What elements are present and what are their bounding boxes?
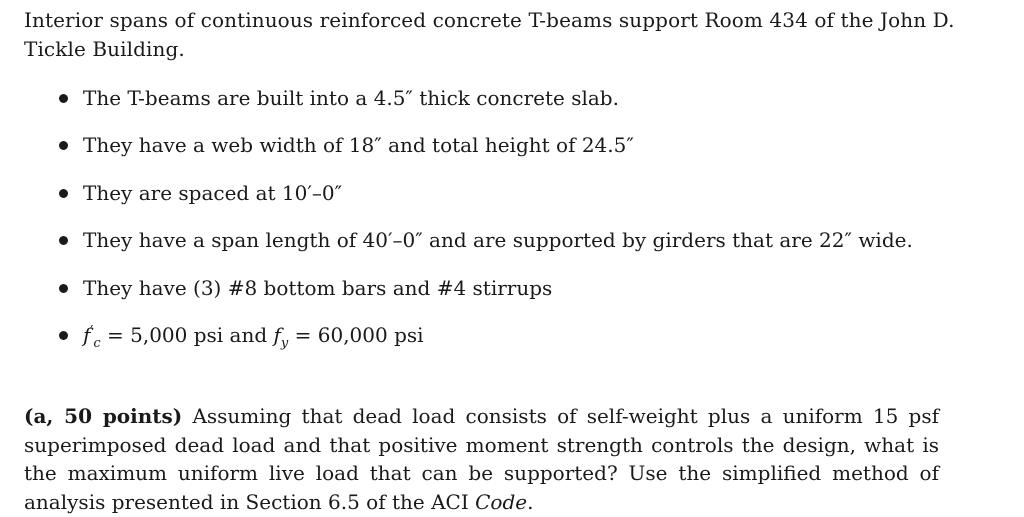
fc-value: = 5,000 psi and bbox=[100, 322, 274, 347]
list-item bbox=[58, 274, 998, 321]
material-strengths-item bbox=[58, 321, 998, 368]
intro-paragraph: Interior spans of continuous reinforced concrete T-beams support Room 434 of the John D. Tickle Building. bbox=[24, 8, 955, 61]
bullet-dot-icon bbox=[59, 284, 68, 293]
problem-end: . bbox=[527, 490, 534, 515]
problem-text: Assuming that dead load consists of self-weight plus a uniform 15 psf superimposed dead load and that positive moment strength controls the design, what is the maximum uniform live load that can be supported? Use the simplified method of analysis presented in Section 6.5 of the ACI bbox=[24, 404, 939, 515]
list-item-text: They are spaced at 10′–0″ bbox=[83, 180, 343, 205]
list-item bbox=[58, 179, 998, 226]
bullet-dot-icon bbox=[59, 236, 68, 245]
code-word: Code bbox=[475, 490, 528, 515]
fc-symbol: f bbox=[83, 322, 91, 347]
bullet-dot-icon bbox=[59, 94, 68, 103]
fy-value: = 60,000 psi bbox=[288, 322, 424, 347]
problem-statement bbox=[24, 402, 939, 517]
fc-subscript: c bbox=[93, 335, 101, 351]
list-item bbox=[58, 131, 998, 178]
fy-symbol: f bbox=[273, 322, 281, 347]
bullet-dot-icon bbox=[59, 189, 68, 198]
material-strengths-text bbox=[83, 322, 424, 351]
list-item bbox=[58, 226, 998, 273]
list-item-text: The T-beams are built into a 4.5″ thick concrete slab. bbox=[83, 86, 619, 110]
bullet-dot-icon bbox=[59, 331, 68, 340]
bullet-dot-icon bbox=[59, 141, 68, 150]
fy-subscript: y bbox=[280, 335, 289, 351]
bullet-list bbox=[58, 84, 998, 368]
list-item-text: They have (3) #8 bottom bars and #4 stirrups bbox=[83, 275, 553, 300]
list-item-text: They have a span length of 40′–0″ and are supported by girders that are 22″ wide. bbox=[83, 228, 913, 253]
list-item-text: They have a web width of 18″ and total height of 24.5″ bbox=[83, 133, 634, 158]
list-item bbox=[58, 84, 998, 131]
fc-prime: ′ bbox=[90, 323, 94, 339]
part-label: (a, 50 points) bbox=[24, 404, 183, 428]
document-page bbox=[24, 6, 1004, 515]
